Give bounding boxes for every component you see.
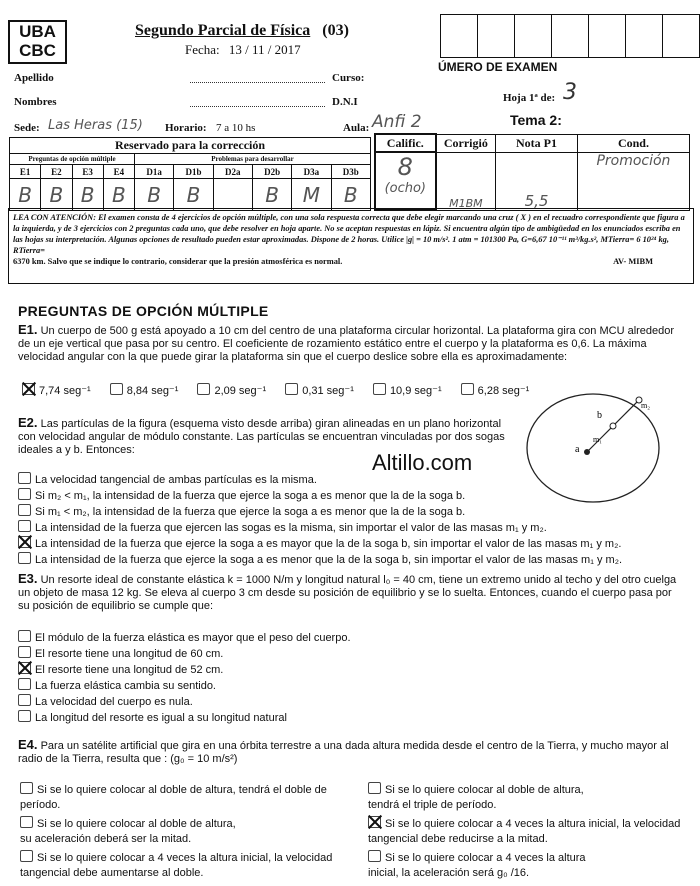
exam-title (135, 22, 349, 40)
col-d3a: D3a (292, 165, 331, 179)
e4-number: E4. (18, 737, 38, 752)
e4-checkbox-r2[interactable] (368, 816, 381, 828)
fecha-label: Fecha: (185, 42, 220, 57)
e2-option-6-label: La intensidad de la fuerza que ejerce la soga a es menor que la de la soga b, sin importar el valor de las masas m₁ y m₂. (35, 554, 623, 566)
nombres-line (190, 106, 325, 107)
nota-header: Nota P1 (496, 134, 578, 152)
e3-option-2-label: El resorte tiene una longitud de 60 cm. (35, 648, 224, 660)
e2-text: Las partículas de la figura (esquema visto desde arriba) giran alineadas en un plano horizontal con velocidad angular de módulo constante. Las partículas se encuentran vinculadas por dos sogas ideales a y b. Entonces: (18, 418, 505, 456)
e3-option-3[interactable] (18, 662, 351, 678)
e2-number: E2. (18, 415, 38, 430)
e4-option-r3-line2: inicial, la aceleración será g₀ /16. (368, 867, 530, 879)
mark-d1a: B (135, 179, 174, 211)
e3-text: Un resorte ideal de constante elástica k = 1000 N/m y longitud natural l₀ = 40 cm, tiene un extremo unido al techo y del otro cuelga un objeto de masa 12 kg. Se eleva al cuerpo 3 cm desde su posición de equilibrio y se lo suelta. Entonces, cuando el cuerpo pasa por su posición de equilibrio se cumple que: (18, 574, 677, 612)
col-e1: E1 (10, 165, 41, 179)
e2-option-5[interactable] (18, 536, 622, 552)
aula-label: Aula: (343, 122, 370, 134)
e1-text: Un cuerpo de 500 g está apoyado a 10 cm del centro de una plataforma circular horizontal. La plataforma gira con MCU alrededor de un eje vertical que pasa por su centro. El coeficiente de rozamiento estático entre el cuerpo y la plataforma es 0,6. La máxima velocidad angular con la que puede girar la plataforma sin que el cuerpo deslice sobre ella es aproximadamente: (18, 325, 675, 363)
e1-checkbox-4[interactable] (285, 383, 298, 395)
e1-option-2[interactable] (110, 385, 179, 397)
e1-number: E1. (18, 322, 38, 337)
e2-options (18, 472, 622, 568)
e3-checkbox-5[interactable] (18, 694, 31, 706)
section-title: PREGUNTAS DE OPCIÓN MÚLTIPLE (18, 303, 269, 319)
mark-e2: B (41, 179, 72, 211)
e4-statement (18, 738, 684, 766)
e3-option-2[interactable] (18, 646, 351, 662)
mark-e4: B (103, 179, 134, 211)
e3-option-3-label: El resorte tiene una longitud de 52 cm. (35, 664, 224, 676)
e4-option-l1-line1: Si se lo quiere colocar al doble de altura, tendrá el doble de (37, 784, 327, 796)
e1-option-1[interactable] (22, 385, 91, 397)
calific-words: (ocho) (384, 181, 426, 196)
e1-option-6-label: 6,28 seg⁻¹ (477, 385, 530, 397)
e4-option-r1-line2: tendrá el triple de período. (368, 799, 497, 811)
exam-number-boxes (440, 14, 700, 58)
numero-examen-label: ÚMERO DE EXAMEN (438, 60, 558, 74)
e1-option-3[interactable] (197, 385, 266, 397)
e2-checkbox-4[interactable] (18, 520, 31, 532)
e1-checkbox-5[interactable] (373, 383, 386, 395)
e2-checkbox-3[interactable] (18, 504, 31, 516)
apellido-line (190, 82, 325, 83)
e4-checkbox-r1[interactable] (368, 782, 381, 794)
corrigio-value: M1BM (436, 152, 496, 210)
apellido-label: Apellido (14, 72, 54, 84)
preguntas-header: Preguntas de opción múltiple (10, 154, 135, 165)
e1-option-3-label: 2,09 seg⁻¹ (214, 385, 267, 397)
problemas-header: Problemas para desarrollar (135, 154, 371, 165)
e1-option-5[interactable] (373, 385, 442, 397)
exam-date (185, 42, 301, 58)
col-d1b: D1b (174, 165, 213, 179)
e4-option-r2-line2: tangencial debe reducirse a la mitad. (368, 833, 548, 845)
e1-checkbox-3[interactable] (197, 383, 210, 395)
aula-value: Anfi 2 (372, 112, 422, 132)
calific-header: Calific. (375, 134, 436, 152)
e4-option-l2-line1: Si se lo quiere colocar al doble de altura, (37, 818, 236, 830)
e4-option-l1-line2: período. (20, 799, 61, 811)
e4-option-r3[interactable] (368, 850, 688, 881)
col-e2: E2 (41, 165, 72, 179)
e3-checkbox-6[interactable] (18, 710, 31, 722)
e3-option-5-label: La velocidad del cuerpo es nula. (35, 696, 193, 708)
e3-checkbox-1[interactable] (18, 630, 31, 642)
horario-label: Horario: (165, 122, 207, 134)
col-d1a: D1a (135, 165, 174, 179)
e4-right-options (368, 782, 688, 881)
e2-label-a: a (575, 444, 580, 455)
e4-option-r3-line1: Si se lo quiere colocar a 4 veces la altura (385, 852, 586, 864)
fecha-value: 13 / 11 / 2017 (228, 42, 301, 57)
e4-option-l3-line1: Si se lo quiere colocar a 4 veces la altura inicial, la velocidad (37, 852, 333, 864)
col-d2a: D2a (213, 165, 252, 179)
nombres-label: Nombres (14, 96, 57, 108)
e4-option-r2[interactable] (368, 816, 688, 847)
e1-statement (18, 323, 684, 364)
e1-checkbox-6[interactable] (461, 383, 474, 395)
sede-label: Sede: (14, 122, 40, 134)
e1-option-1-label: 7,74 seg⁻¹ (39, 385, 91, 397)
reservado-header: Reservado para la corrección (10, 138, 371, 154)
col-d3b: D3b (331, 165, 370, 179)
e3-checkbox-2[interactable] (18, 646, 31, 658)
e1-option-2-label: 8,84 seg⁻¹ (126, 385, 179, 397)
mark-e1: B (10, 179, 41, 211)
e4-option-r1-line1: Si se lo quiere colocar al doble de altura, (385, 784, 584, 796)
col-d2b: D2b (252, 165, 291, 179)
instructions-line2-text: 6370 km. Salvo que se indique lo contrario, considerar que la presión atmosférica es normal. (13, 257, 343, 266)
watermark-text: Altillo.com (372, 450, 473, 475)
e2-option-2-label: Si m₂ < m₁, la intensidad de la fuerza que ejerce la soga a es menor que la de la soga b. (35, 490, 466, 502)
e3-checkbox-3[interactable] (18, 662, 31, 674)
e2-option-3-label: Si m₁ < m₂, la intensidad de la fuerza que ejerce la soga a es menor que la de la soga b. (35, 506, 466, 518)
e1-checkbox-2[interactable] (110, 383, 123, 395)
e3-option-1-label: El módulo de la fuerza elástica es mayor que el peso del cuerpo. (35, 632, 351, 644)
uba-cbc-logo (8, 20, 67, 64)
mark-e3: B (72, 179, 103, 211)
e4-left-options (20, 782, 350, 881)
e1-option-4-label: 0,31 seg⁻¹ (302, 385, 354, 397)
e3-statement (18, 572, 684, 613)
e2-label-b: b (597, 410, 602, 421)
corrigio-header: Corrigió (436, 134, 496, 152)
e1-option-4[interactable] (285, 385, 354, 397)
e3-option-4-label: La fuerza elástica cambia su sentido. (35, 680, 216, 692)
cond-value: Promoción (577, 152, 689, 210)
e4-option-l3-line2: tangencial debe aumentarse al doble. (20, 867, 204, 879)
mark-d2b: B (252, 179, 291, 211)
e4-option-r1[interactable] (368, 782, 688, 813)
cond-header: Cond. (577, 134, 689, 152)
instructions-text: LEA CON ATENCIÓN: El examen consta de 4 ejercicios de opción múltiple, con una sola respuesta correcta que debe elegir marcando una cruz ( X ) en el recuadro correspondiente que figura a la izquierda, y de 3 ejercicios con 2 preguntas cada uno, que debe resolver en hoja aparte. No se aceptan respuestas en lápiz. Si encuentra algún tipo de ambigüedad en los enunciados escriba en las hojas su interpretación. Algunas opciones de resultado pueden estar aproximadas. Dispone de 2 horas. Utilice |g| = 10 m/s². 1 atm = 101300 Pa, G=6,67 10⁻¹¹ m³/kg.s², MTierra= 6 10²⁴ kg, RTierra= (13, 213, 685, 255)
e4-option-r2-line1: Si se lo quiere colocar a 4 veces la altura inicial, la velocidad (385, 818, 681, 830)
dni-label: D.N.I (332, 96, 358, 108)
logo-line-cbc: CBC (19, 41, 56, 60)
correction-grid (9, 137, 371, 211)
e2-checkbox-1[interactable] (18, 472, 31, 484)
e1-option-5-label: 10,9 seg⁻¹ (389, 385, 442, 397)
e3-option-1[interactable] (18, 630, 351, 646)
col-e4: E4 (103, 165, 134, 179)
e2-center-point (584, 449, 590, 455)
exam-title-text: Segundo Parcial de Física (135, 22, 311, 39)
hoja-value: 3 (563, 80, 577, 105)
e2-mass-1 (610, 423, 616, 429)
e2-option-4-label: La intensidad de la fuerza que ejercen las sogas es la misma, sin importar el valor de las masas m₁ y m₂. (35, 522, 547, 534)
e2-checkbox-6[interactable] (18, 552, 31, 564)
calific-cell (375, 152, 436, 210)
e4-option-l2-line2: su aceleración deberá ser la mitad. (20, 833, 192, 845)
e4-option-l3[interactable] (20, 850, 350, 881)
e2-label-m1: m₁ (593, 435, 603, 444)
e4-option-l1[interactable] (20, 782, 350, 813)
e2-label-m2: m₂ (641, 401, 651, 410)
curso-label: Curso: (332, 72, 365, 84)
e4-option-l2[interactable] (20, 816, 350, 847)
sede-value: Las Heras (15) (48, 118, 143, 133)
e3-option-4[interactable] (18, 678, 351, 694)
hoja-label: Hoja 1ª de: (503, 92, 556, 104)
e3-option-6-label: La longitud del resorte es igual a su longitud natural (35, 712, 287, 724)
e1-options (22, 383, 529, 399)
nota-value: 5,5 (496, 152, 578, 210)
instructions-signature: AV- MIBM (613, 257, 653, 266)
e2-option-5-label: La intensidad de la fuerza que ejerce la soga a es mayor que la de la soga b, sin importar el valor de las masas m₁ y m₂. (35, 538, 622, 550)
calific-value: 8 (397, 153, 413, 181)
e2-option-1[interactable] (18, 472, 622, 488)
e3-option-6[interactable] (18, 710, 351, 726)
e3-number: E3. (18, 571, 38, 586)
e2-option-6[interactable] (18, 552, 622, 568)
e2-checkbox-2[interactable] (18, 488, 31, 500)
e2-option-3[interactable] (18, 504, 622, 520)
e3-options (18, 630, 351, 726)
e4-checkbox-l1[interactable] (20, 782, 33, 794)
mark-d2a (213, 179, 252, 211)
e4-text: Para un satélite artificial que gira en una órbita terrestre a una dada altura medida desde el centro de la Tierra, y mucho mayor al radio de la Tierra, resulta que : (g₀ = 10 m/s²) (18, 740, 669, 765)
exam-title-number: (03) (322, 22, 349, 39)
e2-option-1-label: La velocidad tangencial de ambas partículas es la misma. (35, 474, 317, 486)
horario-value: 7 a 10 hs (216, 122, 256, 134)
logo-line-uba: UBA (19, 22, 56, 41)
e4-checkbox-r3[interactable] (368, 850, 381, 862)
e3-checkbox-4[interactable] (18, 678, 31, 690)
e3-option-5[interactable] (18, 694, 351, 710)
e2-option-2[interactable] (18, 488, 622, 504)
tema-label: Tema 2: (510, 112, 562, 128)
instructions-line2 (13, 256, 689, 267)
grade-grid (374, 133, 690, 211)
mark-d3b: B (331, 179, 370, 211)
mark-d1b: B (174, 179, 213, 211)
e2-checkbox-5[interactable] (18, 536, 31, 548)
e1-checkbox-1[interactable] (22, 383, 35, 395)
instructions-box (8, 208, 694, 284)
col-e3: E3 (72, 165, 103, 179)
e4-checkbox-l2[interactable] (20, 816, 33, 828)
e4-checkbox-l3[interactable] (20, 850, 33, 862)
mark-d3a: M (292, 179, 331, 211)
e2-option-4[interactable] (18, 520, 622, 536)
